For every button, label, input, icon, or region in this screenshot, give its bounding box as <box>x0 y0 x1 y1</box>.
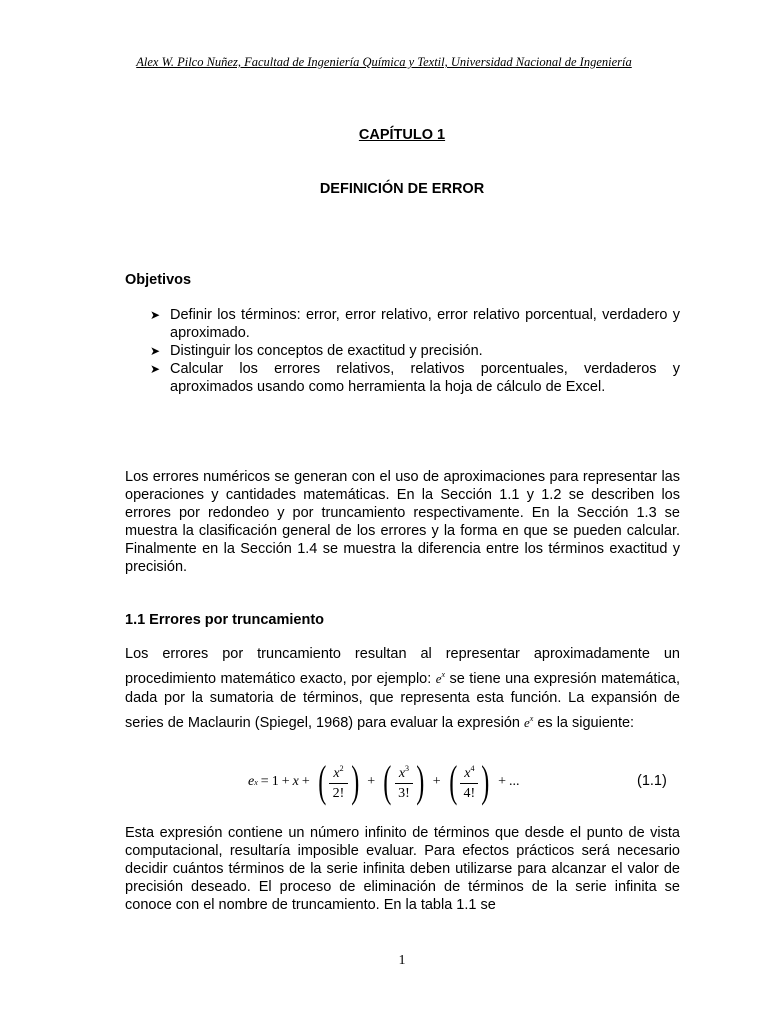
page-number: 1 <box>398 953 406 968</box>
section-heading: 1.1 Errores por truncamiento <box>125 612 325 628</box>
objective-text: Definir los términos: error, error relativo, error relativo porcentual, verdadero y aproximado. <box>170 307 680 341</box>
objective-text: Distinguir los conceptos de exactitud y precisión. <box>170 343 483 359</box>
equation-term: ( $\frac{x^3}{3!}$ ) <box>383 757 425 806</box>
equation-number: (1.1) <box>637 773 667 789</box>
chapter-title: DEFINICIÓN DE ERROR <box>319 181 485 197</box>
section-paragraph <box>125 645 680 733</box>
inline-math: $e^x$ <box>435 669 446 686</box>
paragraph-text: es la siguiente: <box>537 714 635 731</box>
arrow-bullet-icon: ➤ <box>150 362 161 376</box>
paragraph-text: Los errores por truncamiento resultan al representar aproximadamente un procedimiento matemático exacto, por ejemplo: <box>125 646 680 687</box>
objectives-list <box>150 306 680 396</box>
list-item <box>150 342 680 360</box>
running-header: Alex W. Pilco Nuñez, Facultad de Ingeniería Química y Textil, Universidad Nacional de Ingeniería <box>136 55 632 69</box>
equation-term: ( $\frac{x^2}{2!}$ ) <box>318 757 359 806</box>
list-item <box>150 306 680 342</box>
paragraph-text: se tiene una expresión matemática, dada por la sumatoria de términos, que representa esta función. La expansión de series de Maclaurin (Spiegel, 1968) para evaluar la expresión <box>125 670 681 731</box>
list-item <box>150 360 680 396</box>
maclaurin-equation: e x = 1 + x + ( $\frac{x^2}{2!}$ ) + ( $\frac{x^3}{3!}$ ) + ( $\frac{x^4}{4!}$ ) + ... <box>248 757 520 806</box>
arrow-bullet-icon: ➤ <box>150 308 161 322</box>
equation-term: ( $\frac{x^4}{4!}$ ) <box>448 757 490 806</box>
inline-math: $e^x$ <box>523 713 534 730</box>
closing-paragraph: Esta expresión contiene un número infinito de términos que desde el punto de vista computacional, resultaría imposible evaluar. Para efectos prácticos será necesario decidir cuántos términos de la serie infinita deben utilizarse para alcanzar el valor de precisión deseado. El proceso de eliminación de términos de la serie infinita se conoce con el nombre de truncamiento. En la tabla 1.1 se <box>125 825 680 913</box>
intro-paragraph: Los errores numéricos se generan con el uso de aproximaciones para representar las operaciones y cantidades matemáticas. En la Sección 1.1 y 1.2 se describen los errores por redondeo y por truncamiento respectivamente. En la Sección 1.3 se muestra la clasificación general de los errores y la forma en que se pueden calcular. Finalmente en la Sección 1.4 se muestra la diferencia entre los términos exactitud y precisión. <box>125 469 680 575</box>
chapter-heading: CAPÍTULO 1 <box>358 127 446 143</box>
objectives-heading: Objetivos <box>125 272 192 288</box>
objective-text: Calcular los errores relativos, relativos porcentuales, verdaderos y aproximados usando como herramienta la hoja de cálculo de Excel. <box>170 361 680 395</box>
arrow-bullet-icon: ➤ <box>150 344 161 358</box>
